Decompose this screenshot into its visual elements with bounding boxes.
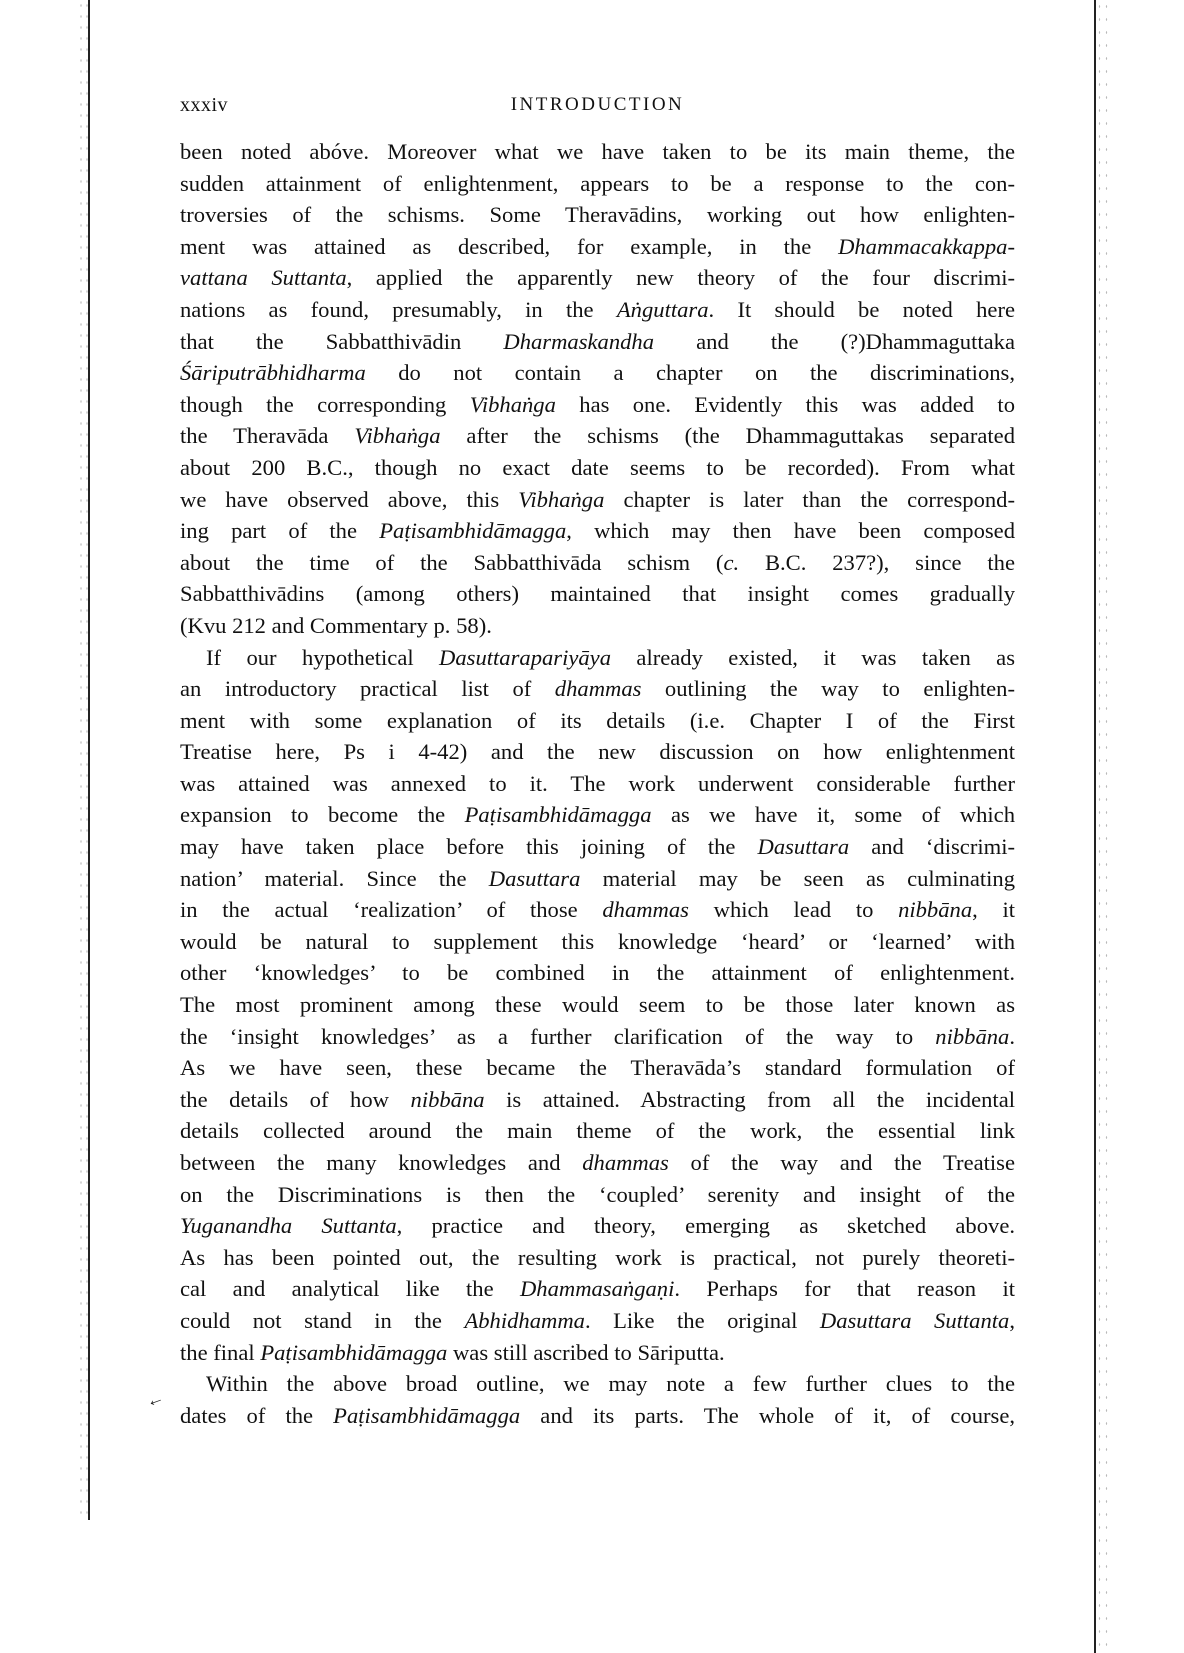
text-run: between the many knowledges and bbox=[180, 1150, 583, 1175]
text-line bbox=[180, 420, 1015, 452]
text-run: Within the above broad outline, we may note a few further clues to the bbox=[206, 1371, 1015, 1397]
margin-pencil-mark: ← bbox=[142, 1386, 167, 1412]
text-line bbox=[180, 1273, 1015, 1305]
text-run: on the Discriminations is then the ‘coupled’ serenity and insight of the bbox=[180, 1181, 1015, 1207]
italic-term: Vibhaṅga bbox=[518, 486, 605, 512]
italic-term: vattana Suttanta bbox=[180, 265, 347, 291]
page-number: xxxiv bbox=[180, 94, 229, 116]
text-line bbox=[180, 262, 1015, 294]
scan-noise-right bbox=[1096, 0, 1108, 1653]
text-line bbox=[180, 136, 1015, 168]
text-run: may have taken place before this joining of the bbox=[180, 834, 758, 860]
italic-term: dhammas bbox=[602, 897, 689, 923]
text-line bbox=[180, 1305, 1015, 1337]
text-run: , practice and theory, emerging as sketched above. bbox=[396, 1213, 1015, 1239]
text-run: been noted abóve. Moreover what we have taken to be its main theme, the bbox=[180, 139, 1015, 164]
text-run: . Like the original bbox=[584, 1307, 820, 1333]
text-run: other ‘knowledges’ to be combined in the attainment of enlightenment. bbox=[180, 960, 1015, 986]
text-line bbox=[180, 831, 1015, 863]
text-line bbox=[180, 389, 1015, 421]
text-line bbox=[180, 1179, 1015, 1211]
italic-term: Paṭisambhidāmagga bbox=[379, 518, 567, 544]
text-run: outlining the way to enlighten- bbox=[641, 676, 1015, 702]
text-line bbox=[180, 799, 1015, 831]
text-run: sudden attainment of enlightenment, appears to be a response to the con- bbox=[180, 170, 1015, 196]
text-line bbox=[180, 231, 1015, 263]
text-line bbox=[180, 863, 1015, 895]
text-run: the final bbox=[180, 1339, 261, 1365]
text-run: as we have it, some of which bbox=[651, 802, 1015, 828]
text-run: As we have seen, these became the Theravāda’s standard formulation of bbox=[180, 1055, 1015, 1081]
text-run: Sabbatthivādins (among others) maintained that insight comes gradually bbox=[180, 581, 1015, 607]
text-run: the Theravāda bbox=[180, 423, 355, 449]
text-run: of the way and the Treatise bbox=[668, 1150, 1015, 1175]
text-run: ing part of the bbox=[180, 518, 380, 544]
text-run: (Kvu 212 and Commentary p. 58). bbox=[180, 612, 492, 638]
text-line bbox=[180, 610, 1015, 642]
text-run: ment with some explanation of its details (i.e. Chapter I of the First bbox=[180, 707, 1015, 733]
text-line bbox=[180, 989, 1015, 1021]
italic-term: Paṭisambhidāmagga bbox=[333, 1402, 521, 1428]
text-run: and its parts. The whole of it, of course, bbox=[520, 1402, 1016, 1428]
text-run: , applied the apparently new theory of the four discrimi- bbox=[346, 265, 1015, 291]
scan-left-edge bbox=[88, 0, 90, 1520]
text-run: and ‘discrimi- bbox=[849, 834, 1015, 860]
text-run: dates of the bbox=[180, 1402, 334, 1428]
text-run: do not contain a chapter on the discriminations, bbox=[365, 360, 1015, 386]
italic-term: Dharmaskandha bbox=[503, 328, 655, 354]
italic-term: Paṭisambhidāmagga bbox=[464, 802, 652, 828]
italic-term: Dasuttarapariyāya bbox=[439, 644, 612, 670]
text-line bbox=[180, 705, 1015, 737]
text-run: cal and analytical like the bbox=[180, 1276, 520, 1302]
italic-term: Paṭisambhidāmagga bbox=[260, 1339, 448, 1365]
scan-noise-left bbox=[78, 0, 88, 1520]
text-line bbox=[180, 1368, 1015, 1400]
text-run: and the (?)Dhammaguttaka bbox=[654, 328, 1015, 354]
italic-term: Aṅguttara bbox=[616, 296, 709, 322]
text-run: troversies of the schisms. Some Theravādins, working out how enlighten- bbox=[180, 202, 1015, 228]
text-run: material may be seen as culminating bbox=[580, 865, 1015, 891]
italic-term: Dasuttara bbox=[757, 834, 850, 860]
italic-term: Dasuttara Suttanta bbox=[819, 1307, 1010, 1333]
page-header bbox=[180, 94, 1015, 124]
text-run: an introductory practical list of bbox=[180, 676, 555, 702]
text-line bbox=[180, 547, 1015, 579]
text-run: we have observed above, this bbox=[180, 486, 519, 512]
italic-term: dhammas bbox=[554, 676, 642, 702]
text-line bbox=[180, 1052, 1015, 1084]
italic-term: Dasuttara bbox=[488, 865, 581, 891]
text-run: As has been pointed out, the resulting work is practical, not purely theoreti- bbox=[180, 1244, 1015, 1270]
text-run: , it bbox=[972, 897, 1015, 923]
italic-term: Dhammasaṅgaṇi bbox=[519, 1276, 675, 1302]
text-run: . bbox=[1009, 1023, 1015, 1049]
text-line bbox=[180, 199, 1015, 231]
text-run: the ‘insight knowledges’ as a further clarification of the way to bbox=[180, 1023, 936, 1049]
text-line bbox=[180, 894, 1015, 926]
text-run: after the schisms (the Dhammaguttakas separated bbox=[440, 423, 1015, 449]
text-line bbox=[180, 484, 1015, 516]
text-line bbox=[180, 357, 1015, 389]
text-line bbox=[180, 452, 1015, 484]
text-line bbox=[180, 768, 1015, 800]
text-line bbox=[180, 1337, 1015, 1369]
text-line bbox=[180, 578, 1015, 610]
italic-term: Vibhaṅga bbox=[354, 423, 441, 449]
text-run: ment was attained as described, for example, in the bbox=[180, 233, 839, 259]
text-line bbox=[180, 642, 1015, 674]
text-line bbox=[180, 1115, 1015, 1147]
text-run: nations as found, presumably, in the bbox=[180, 296, 617, 322]
text-run: Treatise here, Ps i 4-42) and the new discussion on how enlightenment bbox=[180, 739, 1015, 765]
text-run: , bbox=[1009, 1307, 1015, 1333]
text-run: , which may then have been composed bbox=[566, 518, 1016, 544]
italic-term: nibbāna bbox=[898, 897, 973, 923]
text-run: would be natural to supplement this knowledge ‘heard’ or ‘learned’ with bbox=[180, 928, 1015, 954]
text-run: B.C. 237?), since the bbox=[739, 549, 1015, 575]
text-line bbox=[180, 515, 1015, 547]
text-run: already existed, it was taken as bbox=[611, 644, 1015, 670]
text-run: is attained. Abstracting from all the incidental bbox=[484, 1086, 1016, 1112]
text-run: could not stand in the bbox=[180, 1307, 465, 1333]
italic-term: nibbāna bbox=[410, 1086, 485, 1112]
text-line bbox=[180, 294, 1015, 326]
text-line bbox=[180, 168, 1015, 200]
italic-term: Śāriputrābhidharma bbox=[180, 360, 366, 386]
text-run: details collected around the main theme of the work, the essential link bbox=[180, 1118, 1015, 1144]
italic-term: Dhammacakkappa- bbox=[838, 233, 1015, 259]
text-line bbox=[180, 1400, 1015, 1432]
text-run: the details of how bbox=[180, 1086, 411, 1112]
text-run: expansion to become the bbox=[180, 802, 465, 828]
text-run: was still ascribed to Sāriputta. bbox=[447, 1339, 725, 1365]
text-run: was attained was annexed to it. The work underwent considerable further bbox=[180, 770, 1015, 796]
italic-term: c. bbox=[723, 549, 740, 575]
text-run: The most prominent among these would seem to be those later known as bbox=[180, 992, 1015, 1018]
text-line bbox=[180, 957, 1015, 989]
italic-term: nibbāna bbox=[935, 1023, 1010, 1049]
text-run: though the corresponding bbox=[180, 391, 470, 417]
body-text bbox=[180, 136, 1015, 1431]
text-line bbox=[180, 673, 1015, 705]
text-line bbox=[180, 1021, 1015, 1053]
text-run: that the Sabbatthivādin bbox=[180, 328, 504, 354]
text-run: chapter is later than the correspond- bbox=[604, 486, 1015, 512]
text-run: about 200 B.C., though no exact date seems to be recorded). From what bbox=[180, 454, 1015, 480]
italic-term: dhammas bbox=[582, 1150, 669, 1175]
text-run: nation’ material. Since the bbox=[180, 865, 489, 891]
text-line bbox=[180, 1210, 1015, 1242]
text-run: . It should be noted here bbox=[708, 296, 1015, 322]
italic-term: Vibhaṅga bbox=[469, 391, 556, 417]
text-run: in the actual ‘realization’ of those bbox=[180, 897, 603, 923]
text-run: has one. Evidently this was added to bbox=[555, 391, 1016, 417]
italic-term: Abhidhamma bbox=[464, 1307, 585, 1333]
text-run: . Perhaps for that reason it bbox=[674, 1276, 1016, 1302]
text-line bbox=[180, 1147, 1015, 1179]
text-line bbox=[180, 1084, 1015, 1116]
text-run: If our hypothetical bbox=[206, 644, 440, 670]
text-run: which lead to bbox=[688, 897, 899, 923]
text-line bbox=[180, 1242, 1015, 1274]
italic-term: Yuganandha Suttanta bbox=[180, 1213, 397, 1239]
text-line bbox=[180, 736, 1015, 768]
text-line bbox=[180, 326, 1015, 358]
running-head: INTRODUCTION bbox=[510, 94, 685, 115]
text-line bbox=[180, 926, 1015, 958]
text-run: about the time of the Sabbatthivāda schism ( bbox=[180, 549, 724, 575]
